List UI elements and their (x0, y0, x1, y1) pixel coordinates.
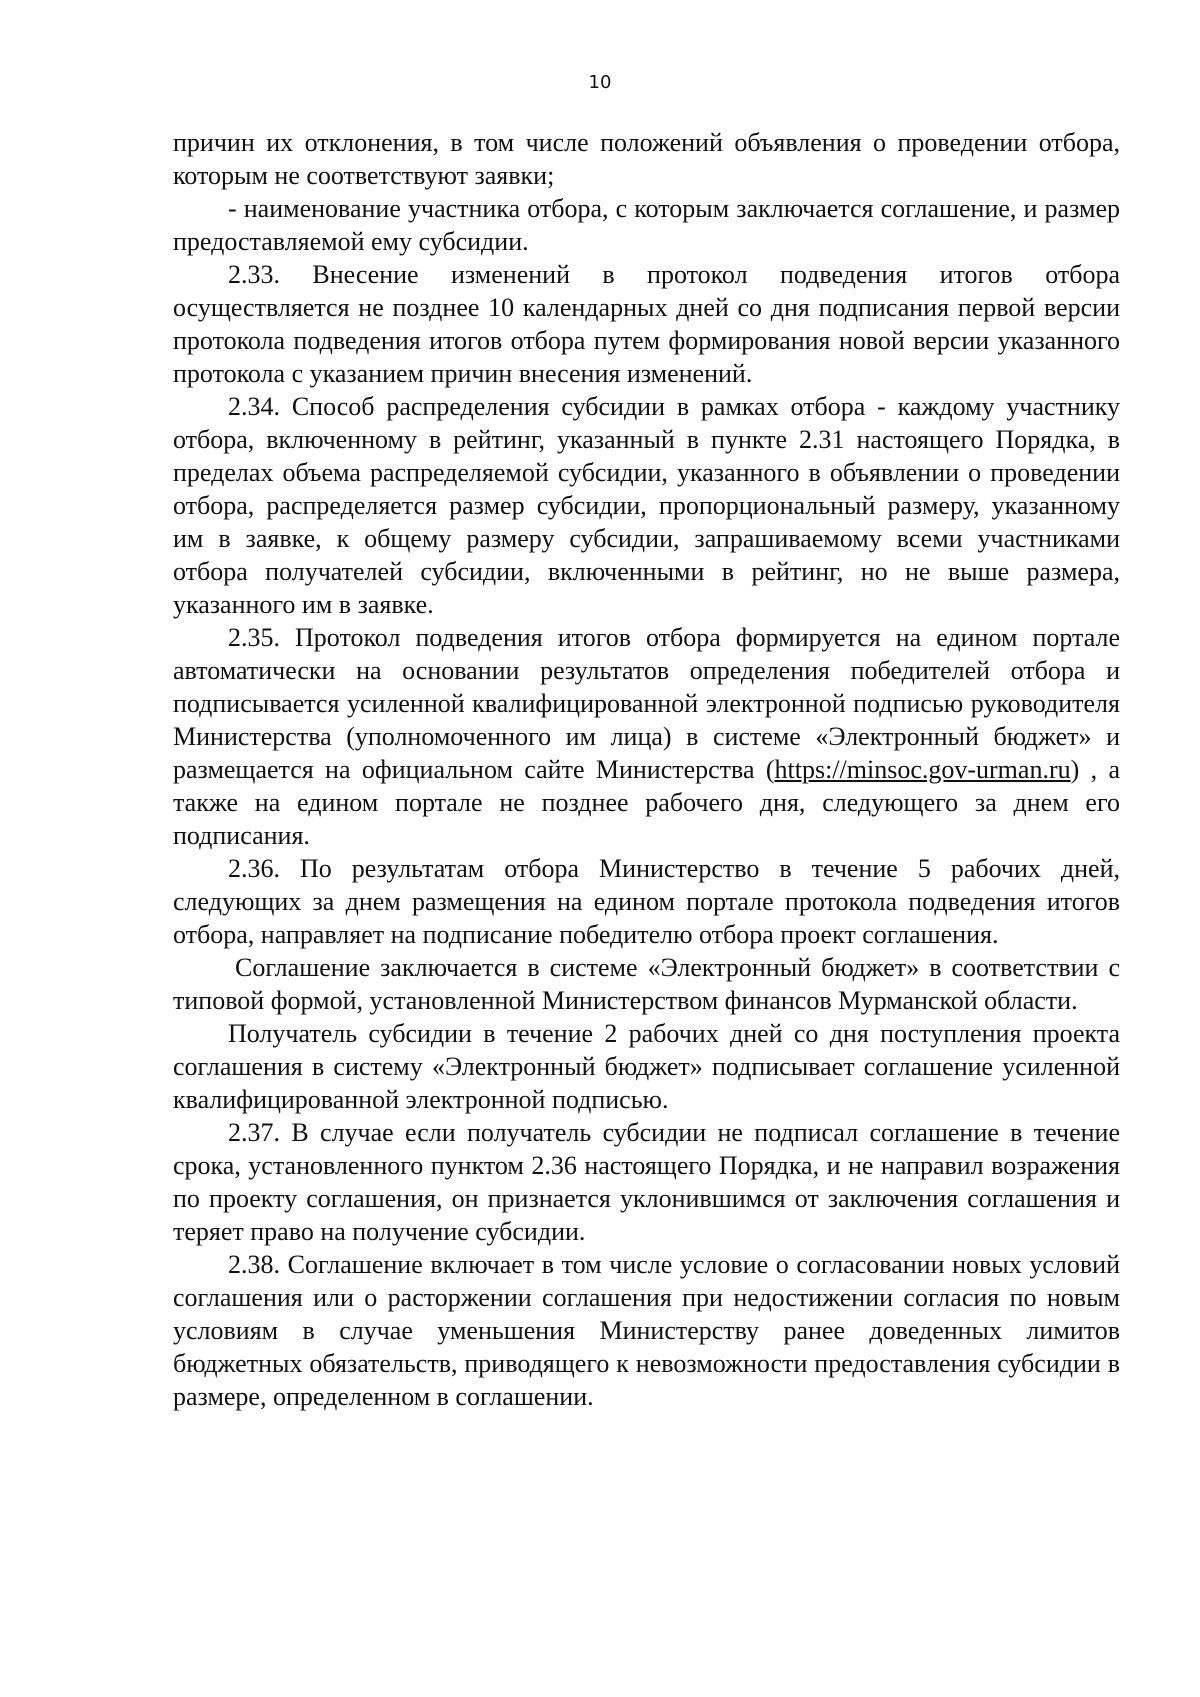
paragraph-2-33: 2.33. Внесение изменений в протокол подведения итогов отбора осуществляется не позднее 10 календарных дней со дня подписания первой версии протокола подведения итогов отбора путем формирования новой версии указанного протокола с указанием причин внесения изменений. (173, 260, 1120, 388)
ministry-website-link[interactable]: https://minsoc.gov-urman.ru (774, 755, 1071, 784)
paragraph-2-35-text-after: ) , а также на едином портале не позднее рабочего дня, следующего за днем его подписания. (173, 755, 1120, 850)
page-number: 10 (588, 72, 612, 93)
paragraph-2-36: 2.36. По результатам отбора Министерство в течение 5 рабочих дней, следующих за днем размещения на едином портале протокола подведения итогов отбора, направляет на подписание победителю отбора проект соглашения. (173, 854, 1120, 949)
paragraph-2-35 (173, 621, 1120, 852)
paragraph-2-38: 2.38. Соглашение включает в том числе условие о согласовании новых условий соглашения или о расторжении соглашения при недостижении согласия по новым условиям в случае уменьшения Министерству ранее доведенных лимитов бюджетных обязательств, приводящего к невозможности предоставления субсидии в размере, определенном в соглашении. (173, 1250, 1120, 1411)
paragraph-2-34: 2.34. Способ распределения субсидии в рамках отбора - каждому участнику отбора, включенному в рейтинг, указанный в пункте 2.31 настоящего Порядка, в пределах объема распределяемой субсидии, указанного в объявлении о проведении отбора, распределяется размер субсидии, пропорциональный размеру, указанному им в заявке, к общему размеру субсидии, запрашиваемому всеми участниками отбора получателей субсидии, включенными в рейтинг, но не выше размера, указанного им в заявке. (173, 392, 1120, 619)
paragraph-list-item: - наименование участника отбора, с которым заключается соглашение, и размер предоставляемой ему субсидии. (173, 194, 1120, 256)
paragraph-2-37: 2.37. В случае если получатель субсидии не подписал соглашение в течение срока, установленного пунктом 2.36 настоящего Порядка, и не направил возражения по проекту соглашения, он признается уклонившимся от заключения соглашения и теряет право на получение субсидии. (173, 1118, 1120, 1246)
paragraph-recipient-signing: Получатель субсидии в течение 2 рабочих дней со дня поступления проекта соглашения в систему «Электронный бюджет» подписывает соглашение усиленной квалифицированной электронной подписью. (173, 1019, 1120, 1114)
paragraph-continuation: причин их отклонения, в том числе положений объявления о проведении отбора, которым не соответствуют заявки; (173, 128, 1120, 190)
document-body (173, 126, 1120, 1413)
paragraph-agreement-system: Соглашение заключается в системе «Электронный бюджет» в соответствии с типовой формой, установленной Министерством финансов Мурманской области. (173, 953, 1120, 1015)
paragraph-2-35-text-before: 2.35. Протокол подведения итогов отбора формируется на едином портале автоматически на основании результатов определения победителей отбора и подписывается усиленной квалифицированной электронной подписью руководителя Министерства (уполномоченного им лица) в системе «Электронный бюджет» и размещается на официальном сайте Министерства ( (173, 623, 1120, 784)
